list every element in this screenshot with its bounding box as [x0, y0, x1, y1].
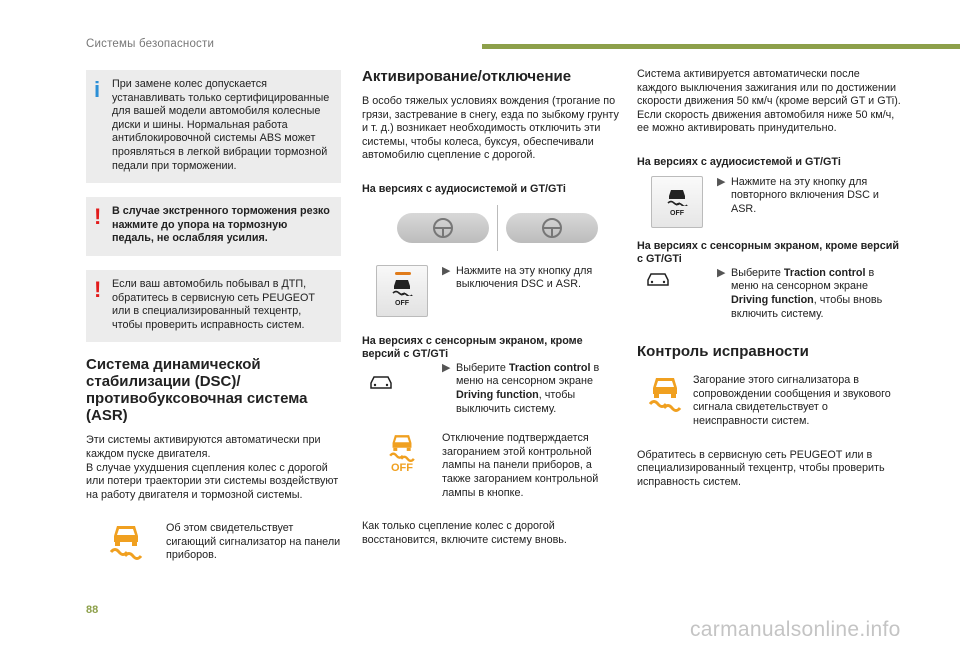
column-3	[637, 68, 901, 489]
dsc-asr-heading: Система динамической стабилизации (DSC)/ противобуксовочная система (ASR)	[86, 356, 308, 425]
illustration-divider	[497, 205, 498, 251]
reactivate-text: Как только сцепление колес с дорогой восстановится, включите систему вновь.	[362, 520, 567, 546]
steering-wheel-buttons-illustration	[382, 205, 612, 251]
touchscreen-version-subheading-1: На версиях с сенсорным экраном, кроме версий с GT/GTi	[362, 334, 583, 361]
right-switch-pill	[506, 213, 598, 243]
dsc-on-button[interactable]	[651, 176, 703, 228]
bullet-marker: ▶	[442, 361, 451, 374]
dsc-off-lamp-icon	[362, 432, 442, 476]
dsc-warning-lamp-icon	[86, 522, 166, 560]
warning-note-accident	[86, 270, 341, 342]
button-off-label: OFF	[395, 300, 409, 308]
warning-note-braking-text: В случае экстренного торможения резко нажмите до упора на тормозную педаль, не ослабляя усилия.	[112, 205, 330, 245]
audio-off-instruction: Нажмите на эту кнопку для выключения DSC и ASR.	[456, 264, 593, 291]
watermark: carmanualsonline.info	[690, 618, 901, 641]
off-lamp-row	[362, 432, 620, 500]
dsc-off-button[interactable]	[376, 265, 428, 317]
info-icon: i	[94, 77, 101, 102]
warning-note-accident-text: Если ваш автомобиль побывал в ДТП, обратитесь в сервисную сеть PEUGEOT или в специализированный техцентр, чтобы проверить исправность систем.	[112, 277, 315, 331]
fault-lamp-row	[637, 374, 901, 428]
activation-heading: Активирование/отключение	[362, 68, 572, 85]
touchscreen-off-instruction: Выберите Traction control в меню на сенсорном экране Driving function, чтобы выключить систему.	[456, 361, 600, 415]
audio-version-subheading-1: На версиях с аудиосистемой и GT/GTi	[362, 182, 566, 195]
left-switch-pill	[397, 213, 489, 243]
indicator-row	[86, 522, 341, 563]
dsc-asr-paragraph: Эти системы активируются автоматически при каждом пуске двигателя. В случае ухудшения сцепления колес с дорогой или потери траектории эти системы воздействуют на работу двигателя и тормозной системы.	[86, 434, 339, 501]
info-note-text: При замене колес допускается устанавливать только сертифицированные для вашей модели автомобиля колесные диски и шины. Нормальная работа антиблокировочной системы ABS может проявляться в легкой вибрации тормозной педали при торможении.	[112, 78, 330, 172]
audio-on-row	[637, 176, 901, 228]
warning-note-braking	[86, 197, 341, 256]
audio-version-subheading-2: На версиях с аудиосистемой и GT/GTi	[637, 155, 841, 168]
header-rule	[482, 44, 960, 49]
touchscreen-on-instruction: Выберите Traction control в меню на сенсорном экране Driving function, чтобы вновь включить систему.	[731, 266, 883, 320]
bullet-marker: ▶	[717, 175, 726, 188]
warning-exclamation-icon: !	[94, 276, 102, 302]
fault-lamp-text: Загорание этого сигнализатора в сопровождении сообщения и звукового сигнала свидетельствует о неисправности систем.	[693, 374, 891, 427]
service-text: Обратитесь в сервисную сеть PEUGEOT или в специализированный техцентр, чтобы проверить исправность систем.	[637, 448, 885, 488]
info-note	[86, 70, 341, 183]
button-off-label: OFF	[670, 210, 684, 218]
button-led	[395, 272, 411, 275]
touchscreen-car-icon	[368, 374, 394, 392]
column-1	[86, 70, 341, 563]
page-number: 88	[86, 604, 99, 616]
lamp-off-label: OFF	[391, 462, 413, 475]
bullet-marker: ▶	[717, 266, 726, 279]
touchscreen-on-row	[637, 267, 901, 321]
indicator-text: Об этом свидетельствует сигающий сигнализатор на панели приборов.	[166, 522, 341, 562]
auto-activation-paragraph: Система активируется автоматически после каждого выключения зажигания или по достижении скорости движения 50 км/ч (кроме версий GT и GTi). Если скорость движения автомобиля ниже 50 км/ч, ее можно активировать принудительно.	[637, 68, 901, 135]
touchscreen-version-subheading-2: На версиях с сенсорным экраном, кроме версий с GT/GTi	[637, 239, 900, 266]
touchscreen-car-icon	[645, 271, 671, 289]
warning-exclamation-icon: !	[94, 204, 102, 230]
diagnostics-heading: Контроль исправности	[637, 343, 809, 361]
touchscreen-off-row	[362, 362, 620, 416]
dsc-off-button-icon	[391, 278, 413, 296]
off-confirm-text: Отключение подтверждается загоранием этой контрольной лампы на панели приборов, а также загоранием контрольной лампы в кнопке.	[442, 432, 599, 499]
section-title: Системы безопасности	[86, 38, 215, 50]
column-2	[362, 68, 620, 547]
audio-on-instruction: Нажмите на эту кнопку для повторного включения DSC и ASR.	[731, 175, 879, 215]
dsc-fault-lamp-icon	[637, 374, 693, 412]
activation-paragraph: В особо тяжелых условиях вождения (трогание по грязи, застревание в снегу, езда по зыбкому грунту и т. д.) возникает необходимость отключить эти системы, чтобы колеса, буксуя, обеспечивали автомобилю сцепление с дорогой.	[362, 95, 619, 162]
dsc-off-button-icon	[666, 188, 688, 206]
audio-off-row	[362, 265, 620, 317]
steering-wheel-icon	[428, 217, 458, 239]
bullet-marker: ▶	[442, 264, 451, 277]
steering-wheel-icon	[537, 217, 567, 239]
